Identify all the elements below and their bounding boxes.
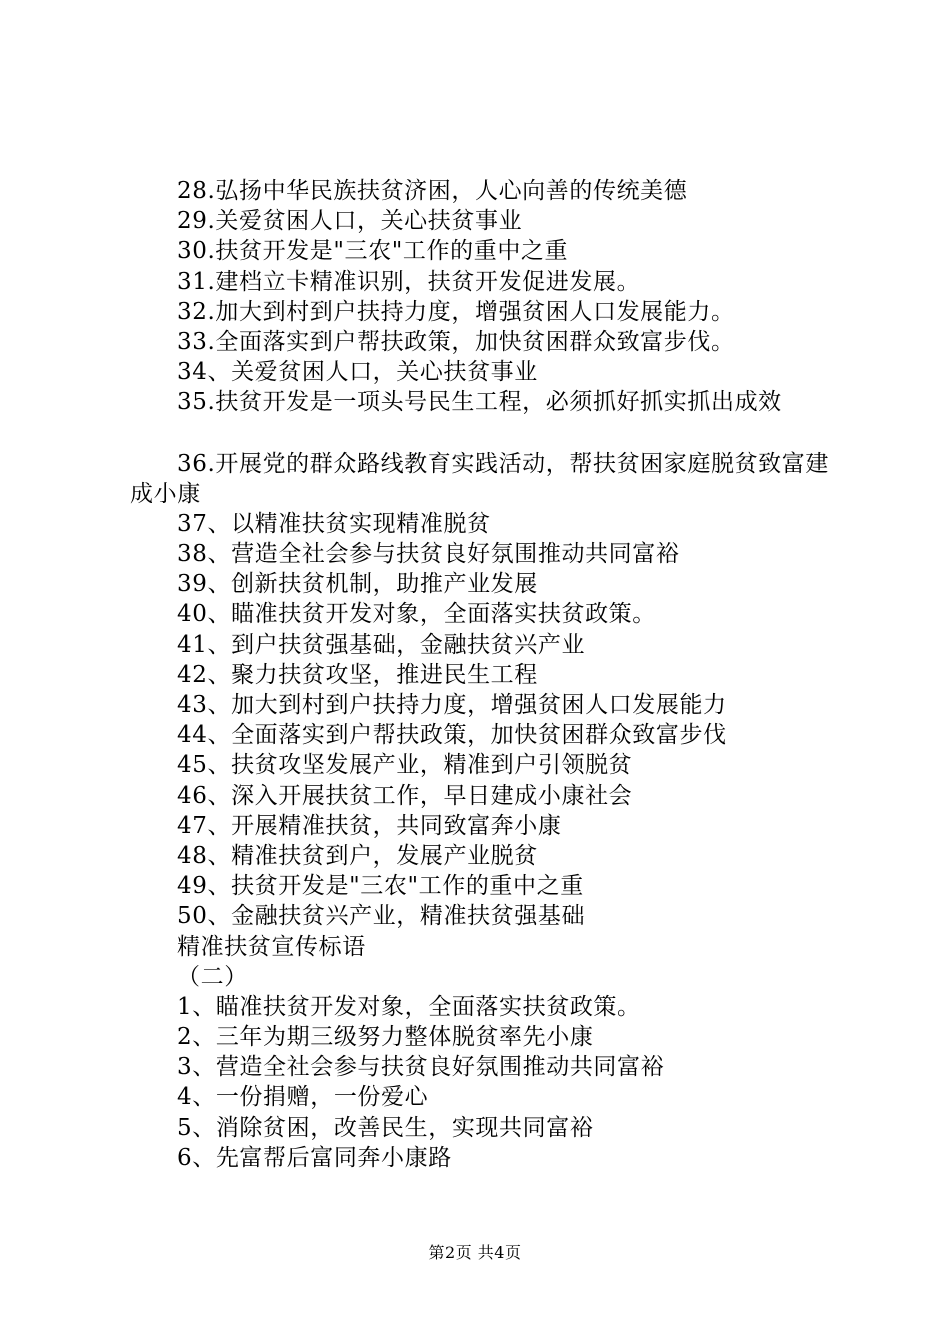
slogan-line: 44、全面落实到户帮扶政策，加快贫困群众致富步伐 xyxy=(177,722,727,749)
slogan-line: 43、加大到村到户扶持力度，增强贫困人口发展能力 xyxy=(177,692,727,719)
slogan-line: 40、瞄准扶贫开发对象，全面落实扶贫政策。 xyxy=(177,601,656,628)
page-footer: 第2页 共4页 xyxy=(428,1243,522,1262)
section-heading: 精准扶贫宣传标语 xyxy=(177,933,366,960)
slogan-line: 41、到户扶贫强基础，金融扶贫兴产业 xyxy=(177,631,586,658)
slogan-line: 3、营造全社会参与扶贫良好氛围推动共同富裕 xyxy=(177,1054,665,1081)
slogan-line: 4、一份捐赠，一份爱心 xyxy=(177,1084,429,1111)
section-number: （二） xyxy=(177,963,248,990)
slogan-line: 46、深入开展扶贫工作，早日建成小康社会 xyxy=(177,782,633,809)
slogan-line: 33.全面落实到户帮扶政策，加快贫困群众致富步伐。 xyxy=(177,328,735,355)
slogan-line: 32.加大到村到户扶持力度，增强贫困人口发展能力。 xyxy=(177,298,735,325)
slogan-line: 49、扶贫开发是"三农"工作的重中之重 xyxy=(177,873,584,900)
slogan-line: 1、瞄准扶贫开发对象，全面落实扶贫政策。 xyxy=(177,993,641,1020)
slogan-line: 50、金融扶贫兴产业，精准扶贫强基础 xyxy=(177,903,586,930)
slogan-line: 5、消除贫困，改善民生，实现共同富裕 xyxy=(177,1114,594,1141)
slogan-line: 29.关爱贫困人口，关心扶贫事业 xyxy=(177,208,523,235)
slogan-line-wrapped: 36.开展党的群众路线教育实践活动，帮扶贫困家庭脱贫致富建成小康 xyxy=(130,450,829,507)
slogan-line: 38、营造全社会参与扶贫良好氛围推动共同富裕 xyxy=(177,541,680,568)
paragraph-gap xyxy=(130,418,840,449)
slogan-line: 2、三年为期三级努力整体脱贫率先小康 xyxy=(177,1024,594,1051)
slogan-line: 45、扶贫攻坚发展产业，精准到户引领脱贫 xyxy=(177,752,633,779)
slogan-line: 28.弘扬中华民族扶贫济困，人心向善的传统美德 xyxy=(177,178,688,204)
slogan-line: 48、精准扶贫到户，发展产业脱贫 xyxy=(177,842,538,869)
slogan-line: 6、先富帮后富同奔小康路 xyxy=(177,1144,452,1171)
slogan-line: 39、创新扶贫机制，助推产业发展 xyxy=(177,571,538,598)
document-body xyxy=(130,176,840,1173)
slogan-line: 37、以精准扶贫实现精准脱贫 xyxy=(177,510,491,537)
slogan-line: 42、聚力扶贫攻坚，推进民生工程 xyxy=(177,661,538,688)
slogan-line: 35.扶贫开发是一项头号民生工程，必须抓好抓实抓出成效 xyxy=(177,389,782,416)
slogan-line: 34、关爱贫困人口，关心扶贫事业 xyxy=(177,359,538,386)
slogan-line: 30.扶贫开发是"三农"工作的重中之重 xyxy=(177,238,569,265)
slogan-line: 31.建档立卡精准识别，扶贫开发促进发展。 xyxy=(177,268,641,295)
slogan-line: 47、开展精准扶贫，共同致富奔小康 xyxy=(177,812,562,839)
